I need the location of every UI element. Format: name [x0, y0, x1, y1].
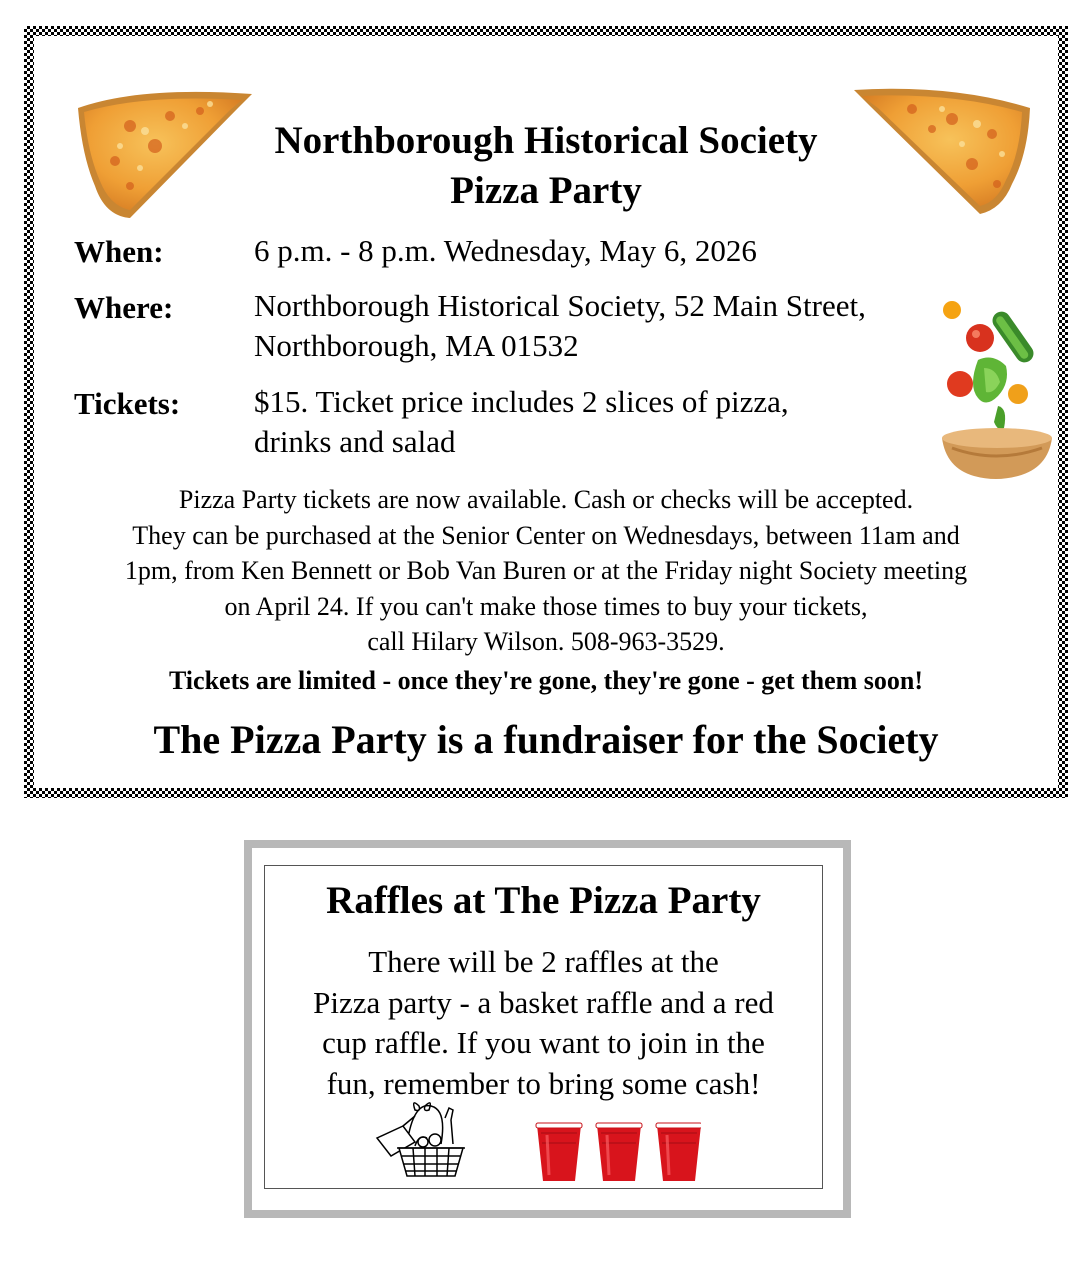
fundraiser-heading: The Pizza Party is a fundraiser for the Society [153, 717, 939, 762]
paragraph-line: 1pm, from Ken Bennett or Bob Van Buren or at the Friday night Society meeting [124, 556, 968, 585]
raffle-title: Raffles at The Pizza Party [326, 879, 761, 922]
red-cup-icon [596, 1123, 642, 1181]
where-value [254, 286, 866, 366]
paragraph-line: call Hilary Wilson. 508-963-3529. [367, 627, 725, 656]
tickets-line: drinks and salad [254, 424, 456, 459]
tickets-line: $15. Ticket price includes 2 slices of pizza, [254, 384, 789, 419]
raffle-line: Pizza party - a basket raffle and a red [313, 984, 774, 1020]
flyer-title: Northborough Historical Society [274, 119, 818, 162]
flyer-checkered-border [24, 26, 1068, 798]
raffle-line: cup raffle. If you want to join in the [322, 1025, 765, 1060]
raffle-line: There will be 2 raffles at the [368, 944, 719, 979]
where-line: Northborough, MA 01532 [254, 328, 579, 363]
raffle-description [265, 942, 822, 1104]
paragraph-line: They can be purchased at the Senior Center on Wednesdays, between 11am and [132, 520, 960, 550]
where-line: Northborough Historical Society, 52 Main Street, [254, 288, 866, 323]
red-cup-icon [536, 1123, 582, 1181]
raffle-line: fun, remember to bring some cash! [326, 1065, 761, 1101]
red-cups-group [535, 1121, 701, 1185]
when-label: When: [74, 234, 164, 269]
flyer-content [34, 36, 1058, 788]
where-label: Where: [74, 290, 174, 325]
raffle-content [264, 865, 823, 1189]
limited-notice: Tickets are limited - once they're gone, they're gone - get them soon! [168, 666, 924, 695]
paragraph-line: on April 24. If you can't make those times to buy your tickets, [224, 591, 868, 621]
tickets-value [254, 382, 789, 462]
red-cup-icon [656, 1123, 701, 1181]
raffle-box [244, 840, 851, 1218]
when-value: 6 p.m. - 8 p.m. Wednesday, May 6, 2026 [254, 233, 757, 268]
flyer-subtitle: Pizza Party [450, 169, 642, 212]
gift-basket-icon [375, 1098, 470, 1180]
paragraph-line: Pizza Party tickets are now available. Cash or checks will be accepted. [178, 485, 914, 514]
salad-bowl-icon [938, 298, 1056, 480]
tickets-label: Tickets: [74, 386, 181, 421]
ticket-info-paragraph [34, 482, 1058, 660]
